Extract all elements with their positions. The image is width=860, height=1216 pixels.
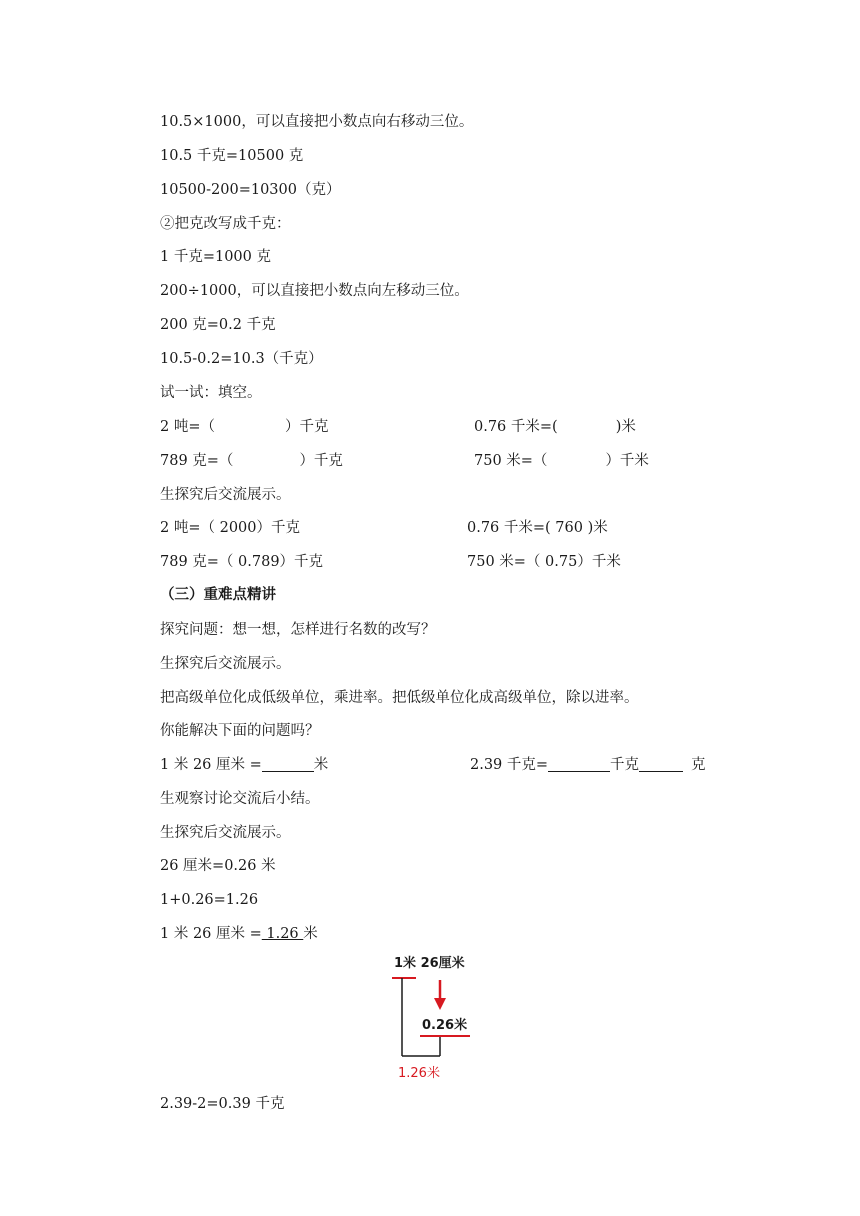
result-value: 1.26 (261, 926, 304, 942)
text-line: 10.5×1000，可以直接把小数点向右移动三位。 (160, 114, 474, 130)
diagram-top-label: 1米 26厘米 (394, 956, 465, 971)
text-line: 生探究后交流展示。 (160, 656, 291, 672)
question-text: 千克 (610, 757, 640, 773)
text-line: 26 厘米=0.26 米 (160, 858, 276, 874)
exercise-text: 789 克=（ (160, 453, 234, 469)
text-line: 10.5-0.2=10.3（千克） (160, 351, 323, 367)
text-line: 10500-200=10300（克） (160, 182, 341, 198)
result-text: 1 米 26 厘米 = (160, 926, 262, 942)
text-line: 生探究后交流展示。 (160, 825, 291, 841)
exercise-row (474, 451, 649, 471)
section-heading: （三）重难点精讲 (160, 587, 276, 603)
question-row (470, 755, 706, 775)
text-line: 探究问题：想一想，怎样进行名数的改写？ (160, 622, 436, 638)
exercise-row (474, 417, 636, 437)
text-line: 2.39-2=0.39 千克 (160, 1096, 285, 1112)
exercise-text: 0.76 千米=( (474, 419, 558, 435)
arrow-down-icon (434, 998, 446, 1010)
answer-blank[interactable] (639, 755, 683, 772)
answer-text: 0.76 千米=( 760 )米 (467, 520, 608, 536)
diagram-mid-label: 0.26米 (422, 1018, 468, 1033)
text-line: 200 克=0.2 千克 (160, 317, 276, 333)
answer-blank[interactable] (262, 755, 314, 772)
text-line: 你能解决下面的问题吗？ (160, 723, 320, 739)
question-text: 米 (313, 757, 329, 773)
text-line: ②把克改写成千克： (160, 216, 291, 232)
exercise-text: 2 吨=（ (160, 419, 215, 435)
conversion-diagram (380, 948, 500, 1088)
answer-text: 789 克=（ 0.789）千克 (160, 554, 324, 570)
question-row (160, 755, 328, 775)
text-line: 生观察讨论交流后小结。 (160, 791, 320, 807)
text-line: 10.5 千克=10500 克 (160, 148, 304, 164)
exercise-row (160, 417, 328, 437)
text-line: 试一试：填空。 (160, 385, 262, 401)
answer-text: 750 米=（ 0.75）千米 (467, 554, 621, 570)
exercise-row (160, 451, 343, 471)
question-text: 2.39 千克= (470, 757, 549, 773)
text-line: 生探究后交流展示。 (160, 487, 291, 503)
result-row (160, 924, 318, 944)
text-line: 1 千克=1000 克 (160, 249, 271, 265)
text-line: 把高级单位化成低级单位，乘进率。把低级单位化成高级单位，除以进率。 (160, 690, 639, 706)
text-line: 1+0.26=1.26 (160, 892, 259, 908)
answer-text: 2 吨=（ 2000）千克 (160, 520, 300, 536)
result-unit: 米 (303, 926, 318, 942)
exercise-text: 750 米=（ (474, 453, 548, 469)
exercise-text: ）千米 (605, 453, 649, 469)
question-text: 克 (691, 757, 706, 773)
answer-blank[interactable] (548, 755, 610, 772)
diagram-bottom-label: 1.26米 (398, 1066, 440, 1081)
question-text: 1 米 26 厘米 = (160, 757, 262, 773)
exercise-text: ）千克 (284, 419, 329, 435)
exercise-text: ）千克 (299, 453, 343, 469)
text-line: 200÷1000，可以直接把小数点向左移动三位。 (160, 283, 469, 299)
exercise-text: )米 (615, 419, 636, 435)
